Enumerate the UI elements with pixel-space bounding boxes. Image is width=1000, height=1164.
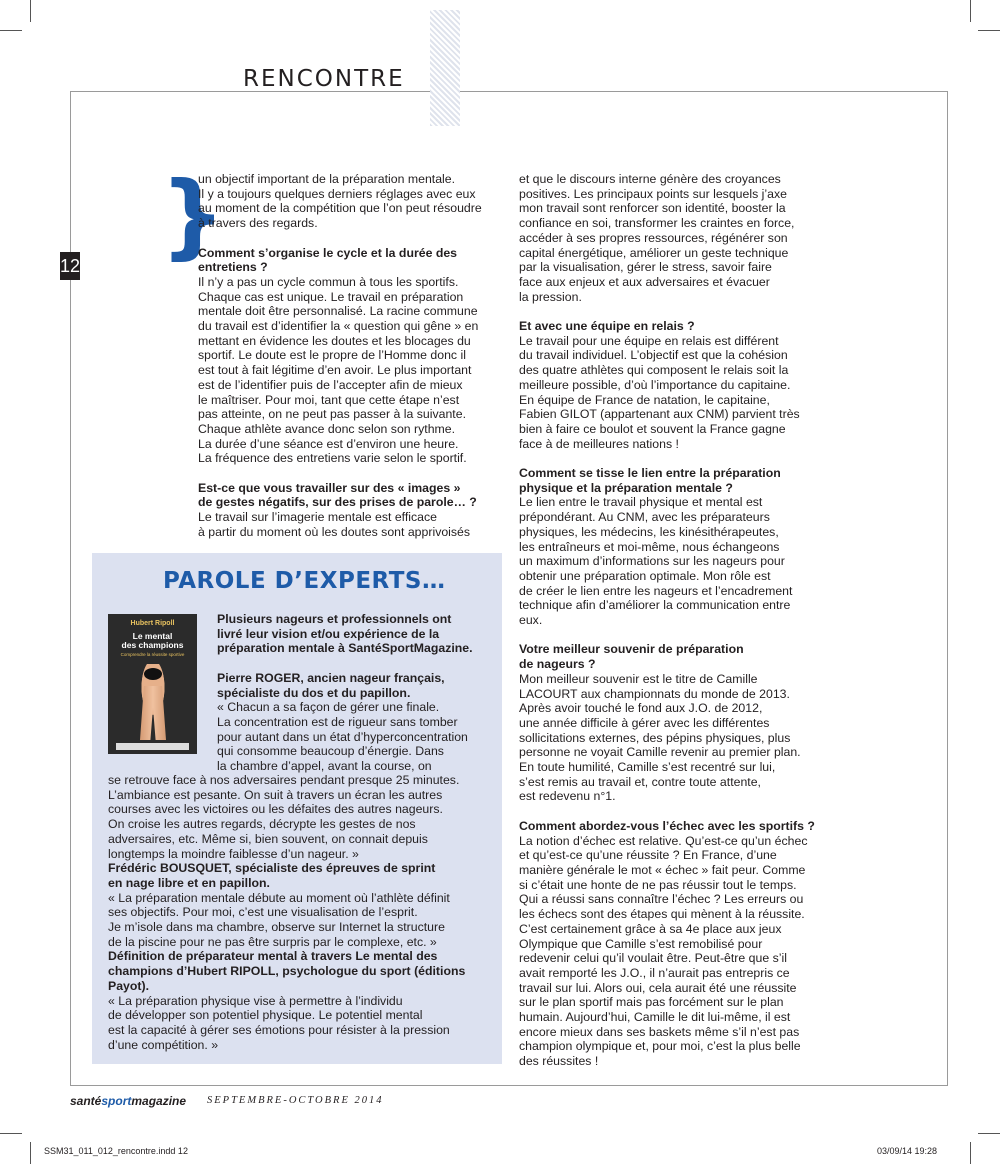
text-line: En toute humilité, Camille s’est recentré sur lui, [519,760,776,775]
text-line: La concentration est de rigueur sans tomber [217,714,458,729]
page-number: 12 [60,252,80,280]
text-line: sollicitations externes, des pépins physiques, plus [519,730,791,745]
paragraph-gap [519,451,827,466]
book-title-line: Le mental [132,631,173,641]
question-heading [198,246,506,275]
book-author: Hubert Ripoll [130,620,175,627]
text-line: face aux enjeux et aux adversaires et évacuer [519,274,770,289]
text-line: Il n’y a pas un cycle commun à tous les sportifs. [198,274,459,289]
text-line: Comment abordez-vous l’échec avec les sportifs ? [519,818,815,833]
text-line: Votre meilleur souvenir de préparation [519,642,744,657]
slug-stamp: 03/09/14 19:28 [877,1146,938,1156]
text-line: En équipe de France de natation, le capitaine, [519,392,770,407]
text-line: Fabien GILOT (appartenant aux CNM) parvient très [519,407,800,422]
text-line: La durée d’une séance est d’environ une heure. [198,436,459,451]
text-line: préparation mentale à SantéSportMagazine. [217,641,473,656]
text-line: mentale doit être personnalisé. La racine commune [198,304,478,319]
paragraph [519,172,827,304]
text-line: et que le discours interne génère des croyances [519,172,781,186]
book-title [108,632,197,650]
crop-mark [978,30,1000,31]
text-line: ses objectifs. Pour moi, c’est une visualisation de l’esprit. [108,905,418,920]
text-line: « La préparation physique vise à permettre à l’individu [108,993,403,1008]
section-rubric: RENCONTRE [243,66,405,92]
text-line: une année difficile à gérer avec les différentes [519,715,770,730]
text-line: qui consomme beaucoup d’énergie. Dans [217,744,444,759]
text-line: positives. Les principaux points sur lesquels j’axe [519,186,787,201]
text-line: physiques, les médecins, les kinésithérapeutes, [519,524,779,539]
text-line: Est-ce que vous travailler sur des « images » [198,480,461,495]
paragraph [108,773,492,861]
paragraph [108,891,492,950]
book-subtitle: Comprendre la réussite sportive [120,652,185,657]
text-line: et qu’est-ce qu’une réussite ? En France, d’une [519,848,777,863]
crop-mark [970,0,971,22]
question-heading [519,819,827,834]
text-line: en nage libre et en papillon. [108,875,270,890]
text-line: les échecs sont des étapes qui mènent à la réussite. [519,907,805,922]
text-line: Le lien entre le travail physique et mental est [519,495,763,510]
crop-mark [30,1142,31,1164]
text-line: des réussites ! [519,1054,599,1069]
text-line: Le travail sur l’imagerie mentale est efficace [198,510,437,525]
text-line: technique afin d’améliorer la communication entre [519,598,791,613]
paragraph [217,700,492,774]
swimmer-illustration [130,664,176,742]
text-line: longtemps la moindre faiblesse d’un nageur. » [108,846,359,861]
text-line: « La préparation mentale débute au moment où l’athlète définit [108,890,450,905]
text-line: Définition de préparateur mental à travers Le mental des [108,949,438,964]
rubric-pattern [430,10,460,126]
paragraph-gap [198,231,506,246]
text-line: est la capacité à gérer ses émotions pour résister à la pression [108,1022,450,1037]
text-line: L’ambiance est pesante. On suit à travers un écran les autres [108,787,443,802]
paragraph [519,672,827,804]
text-line: courses avec les victoires ou les défaites des autres nageurs. [108,802,443,817]
paragraph [519,334,827,452]
text-line: Comment se tisse le lien entre la préparation [519,466,781,481]
question-heading [217,612,492,656]
text-line: au moment de la compétition que l’on peut résoudre [198,201,482,216]
text-line: Frédéric BOUSQUET, spécialiste des épreuves de sprint [108,861,436,876]
text-line: mon travail sont renforcer son identité, booster la [519,201,786,216]
question-heading [217,671,492,700]
paragraph [198,510,506,539]
text-column-2 [519,172,827,1069]
text-line: redevenir celui qu’il voulait être. Peut-être que s’il [519,951,787,966]
text-line: obtenir une préparation optimale. Mon rôle est [519,568,771,583]
paragraph [108,994,492,1053]
paragraph-gap [519,304,827,319]
paragraph [198,275,506,466]
text-line: champion olympique et, pour moi, c’est la plus belle [519,1039,801,1054]
paragraph-gap [519,628,827,643]
experts-full-text [108,773,492,1052]
text-line: à travers des regards. [198,216,318,231]
text-line: de créer le lien entre les nageurs et l’encadrement [519,583,793,598]
text-line: un objectif important de la préparation mentale. [198,172,456,186]
text-line: manière générale le mot « échec » fait peur. Comme [519,862,806,877]
issue-date: SEPTEMBRE-OCTOBRE 2014 [207,1095,384,1106]
starting-block [116,743,189,750]
text-line: de la piscine pour ne pas être surpris par le complexe, etc. » [108,934,437,949]
paragraph-gap [519,804,827,819]
crop-mark [0,1133,22,1134]
text-line: Chaque athlète avance donc selon son rythme. [198,421,456,436]
text-line: de nageurs ? [519,657,596,672]
text-column-1 [198,172,506,540]
paragraph [198,172,506,231]
text-line: est de l’identifier puis de l’accepter afin de mieux [198,377,463,392]
text-line: pour autant dans un état d’hyperconcentration [217,729,468,744]
experts-side-text [217,612,492,774]
question-heading [108,949,492,993]
text-line: LACOURT aux championnats du monde de 2013. [519,686,790,701]
text-line: encore mieux dans ses baskets même s’il n’est pas [519,1024,800,1039]
text-line: si c’était une honte de ne pas réussir tout le temps. [519,877,797,892]
text-line: Olympique que Camille s’est remobilisé pour [519,936,763,951]
question-heading [519,642,827,671]
text-line: Plusieurs nageurs et professionnels ont [217,612,452,626]
text-line: des quatre athlètes qui composent le relais soit la [519,363,789,378]
text-line: « Chacun a sa façon de gérer une finale. [217,700,440,715]
text-line: La notion d’échec est relative. Qu’est-ce qu’un échec [519,833,808,848]
text-line: prépondérant. Au CNM, avec les préparateurs [519,510,770,525]
text-line: avait remporté les J.O., il n’aurait pas entrepris ce [519,965,790,980]
text-line: Et avec une équipe en relais ? [519,319,695,334]
text-line: face à de meilleures nations ! [519,436,679,451]
text-line: sur le plan sportif mais pas forcément sur le plan [519,995,784,1010]
text-line: est tout à fait légitime d’en avoir. Le plus important [198,363,472,378]
paragraph [519,834,827,1069]
book-cover [108,614,197,754]
text-line: Le travail pour une équipe en relais est différent [519,333,779,348]
question-heading [519,466,827,495]
crop-mark [978,1133,1000,1134]
text-line: Pierre ROGER, ancien nageur français, [217,670,445,685]
text-line: humain. Aujourd’hui, Camille le dit lui-même, il est [519,1010,791,1025]
text-line: La fréquence des entretiens varie selon le sportif. [198,451,467,466]
text-line: eux. [519,613,543,628]
text-line: s’est remis au travail et, contre toute attente, [519,774,761,789]
book-title-line: des champions [121,640,184,650]
text-line: sportif. Le doute est le propre de l’Homme donc il [198,348,466,363]
text-line: meilleure possible, d’où l’importance du capitaine. [519,377,791,392]
text-line: la pression. [519,289,582,304]
text-line: personne ne voyait Camille revenir au premier plan. [519,745,801,760]
text-line: du travail individuel. L’objectif est que la cohésion [519,348,788,363]
paragraph [519,495,827,627]
text-line: de développer son potentiel physique. Le potentiel mental [108,1008,423,1023]
text-line: de gestes négatifs, sur des prises de parole… ? [198,495,477,510]
text-line: Je m’isole dans ma chambre, observe sur Internet la structure [108,920,445,935]
text-line: se retrouve face à nos adversaires pendant presque 25 minutes. [108,773,460,787]
experts-box-title: PAROLE D’EXPERTS… [163,568,446,594]
question-heading [108,861,492,890]
text-line: Qui a réussi sans connaître l’échec ? Les erreurs ou [519,892,804,907]
text-line: adversaires, etc. Même si, bien souvent, on connait depuis [108,831,428,846]
text-line: livré leur vision et/ou expérience de la [217,626,440,641]
text-line: bien à faire ce boulot et souvent la France gagne [519,421,786,436]
crop-mark [0,30,22,31]
text-line: les entraîneurs et moi-même, nous échangeons [519,539,780,554]
text-line: pas atteinte, on ne peut pas passer à la suivante. [198,407,466,422]
logo-magazine: magazine [131,1094,187,1108]
text-line: C’est certainement grâce à sa 4e place aux jeux [519,921,782,936]
crop-mark [970,1142,971,1164]
text-line: à partir du moment où les doutes sont apprivoisés [198,524,471,539]
text-line: accéder à ses propres ressources, régénérer son [519,230,788,245]
question-heading [198,481,506,510]
paragraph-gap [217,656,492,671]
slug-file: SSM31_011_012_rencontre.indd 12 [44,1146,188,1156]
text-line: mettant en évidence les doutes et les blocages du [198,333,471,348]
logo-sante: santé [70,1094,102,1108]
crop-mark [30,0,31,22]
question-heading [519,319,827,334]
text-line: Comment s’organise le cycle et la durée des [198,245,458,260]
text-line: physique et la préparation mentale ? [519,480,733,495]
text-line: entretiens ? [198,260,268,275]
text-line: travail sur lui. Alors oui, cela aurait été une réussite [519,980,797,995]
text-line: d’une compétition. » [108,1037,219,1052]
text-line: confiance en soi, transformer les craintes en force, [519,216,795,231]
text-line: le maîtriser. Pour moi, tant que cette étape n’est [198,392,460,407]
paragraph-gap [198,466,506,481]
text-line: capital énergétique, améliorer un geste technique [519,245,789,260]
brace-ornament: } [160,162,226,269]
text-line: Mon meilleur souvenir est le titre de Camille [519,671,758,686]
text-line: Après avoir touché le fond aux J.O. de 2012, [519,701,763,716]
text-line: un maximum d’informations sur les nageurs pour [519,554,785,569]
text-line: par la visualisation, gérer le stress, savoir faire [519,260,772,275]
text-line: du travail est d’identifier la « question qui gêne » en [198,319,479,334]
text-line: est redevenu n°1. [519,789,616,804]
text-line: spécialiste du dos et du papillon. [217,685,411,700]
logo-sport: sport [101,1094,132,1108]
text-line: champions d’Hubert RIPOLL, psychologue du sport (éditions [108,964,466,979]
text-line: Chaque cas est unique. Le travail en préparation [198,289,464,304]
magazine-logo [70,1094,186,1108]
text-line: On croise les autres regards, décrypte les gestes de nos [108,817,416,832]
text-line: la chambre d’appel, avant la course, on [217,759,432,774]
text-line: Payot). [108,978,149,993]
text-line: Il y a toujours quelques derniers réglages avec eux [198,186,476,201]
